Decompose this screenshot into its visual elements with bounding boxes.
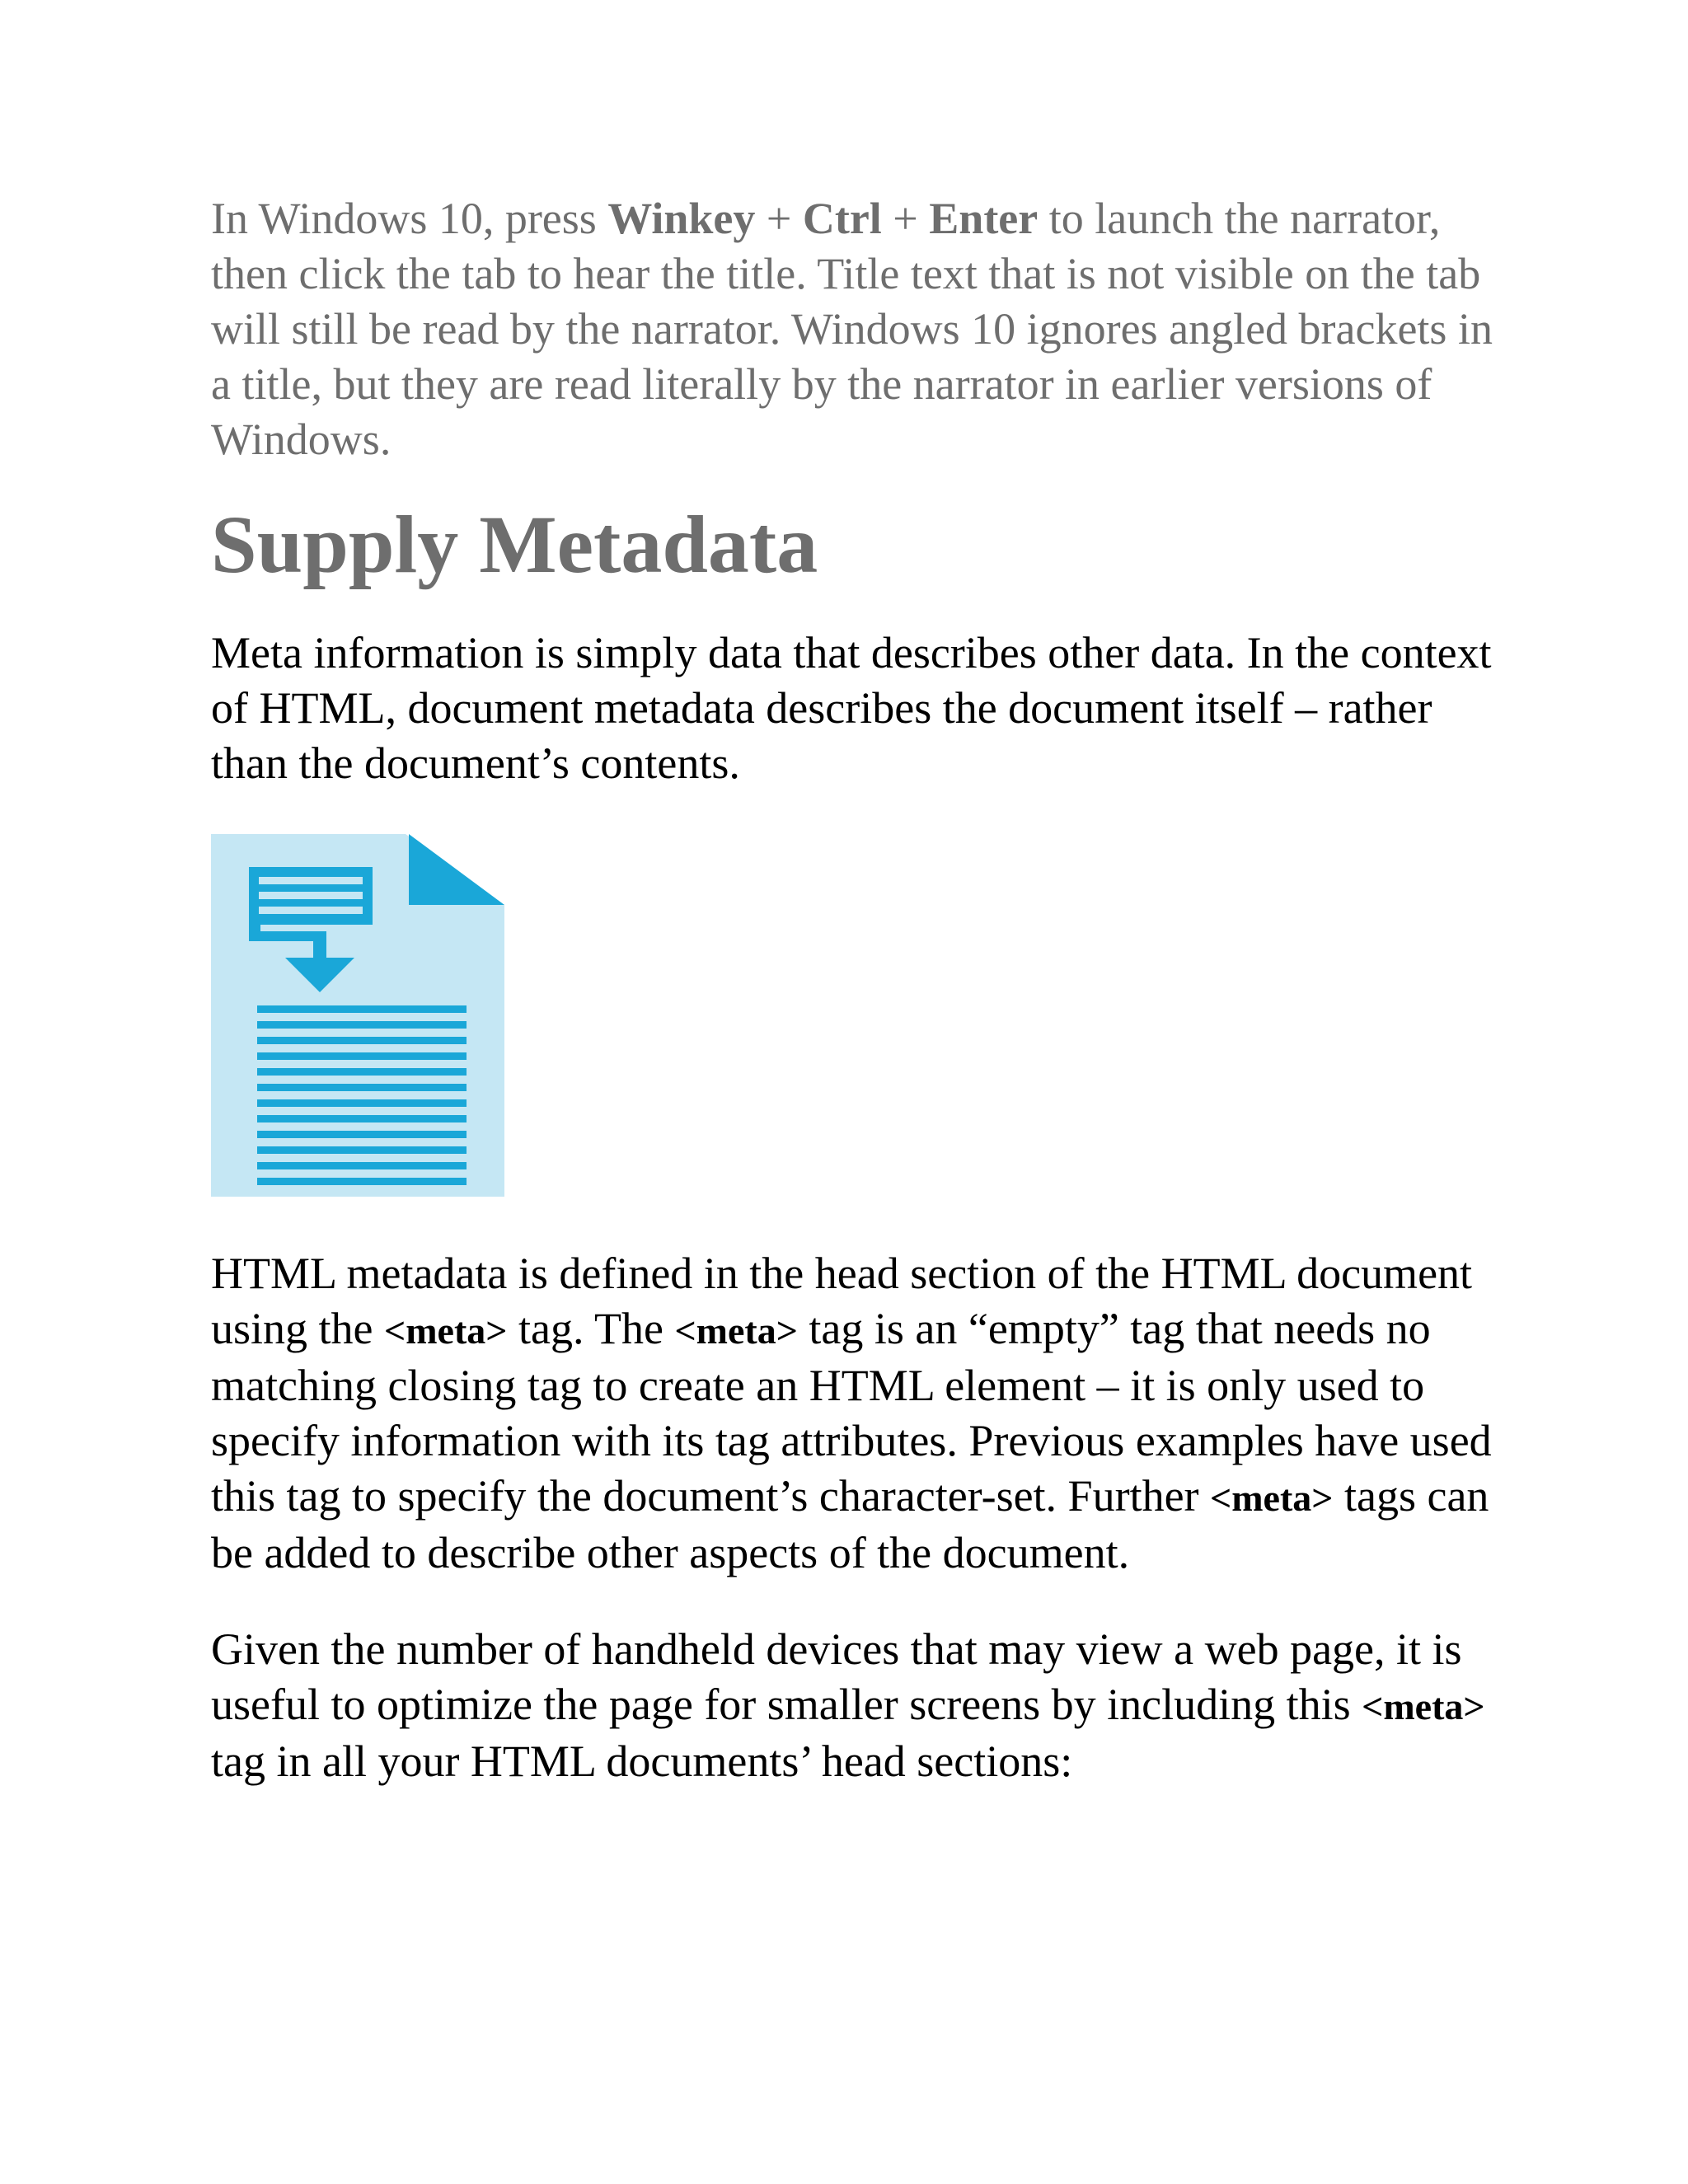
- intro-paragraph: [211, 191, 1497, 467]
- body-text: tag. The: [507, 1304, 675, 1353]
- key-ctrl: Ctrl: [802, 194, 882, 243]
- viewport-paragraph: [211, 1622, 1497, 1789]
- figure-container: [211, 834, 1497, 1197]
- meta-tag-code: <meta>: [674, 1310, 798, 1352]
- body-text: tags can be added to describe other aspects of the document.: [211, 1471, 1489, 1577]
- key-winkey: Winkey: [607, 194, 756, 243]
- key-enter: Enter: [929, 194, 1039, 243]
- metadata-document-icon: [211, 834, 504, 1197]
- body-text: tag in all your HTML documents’ head sections:: [211, 1736, 1073, 1786]
- document-page: [211, 191, 1497, 1789]
- intro-text: In Windows 10, press: [211, 194, 608, 243]
- body-text: Given the number of handheld devices that may view a web page, it is useful to optimize the page for smaller screens by including this: [211, 1624, 1462, 1729]
- meta-tag-code: <meta>: [1362, 1685, 1485, 1727]
- section-heading: Supply Metadata: [211, 499, 818, 590]
- body-text: HTML metadata is defined in the head section of the HTML document using the: [211, 1249, 1473, 1353]
- body-text: tag is an “empty” tag that needs no matching closing tag to create an HTML element – it is only used to specify information with its tag attributes. Previous examples have used this tag to specify the document’s character-set. Further: [211, 1304, 1492, 1521]
- plus-sign: +: [755, 194, 803, 243]
- intro-text: to launch the narrator, then click the tab to hear the title. Title text that is not visible on the tab will still be read by the narrator. Windows 10 ignores angled brackets in a title, but they are read literally by the narrator in earlier versions of Windows.: [211, 194, 1493, 464]
- meta-tag-code: <meta>: [1210, 1477, 1334, 1519]
- meta-tag-code: <meta>: [384, 1310, 508, 1352]
- meta-definition-paragraph: Meta information is simply data that describes other data. In the context of HTML, document metadata describes the document itself – rather than the document’s contents.: [211, 628, 1492, 788]
- meta-tag-paragraph: [211, 1246, 1497, 1581]
- plus-sign: +: [881, 194, 930, 243]
